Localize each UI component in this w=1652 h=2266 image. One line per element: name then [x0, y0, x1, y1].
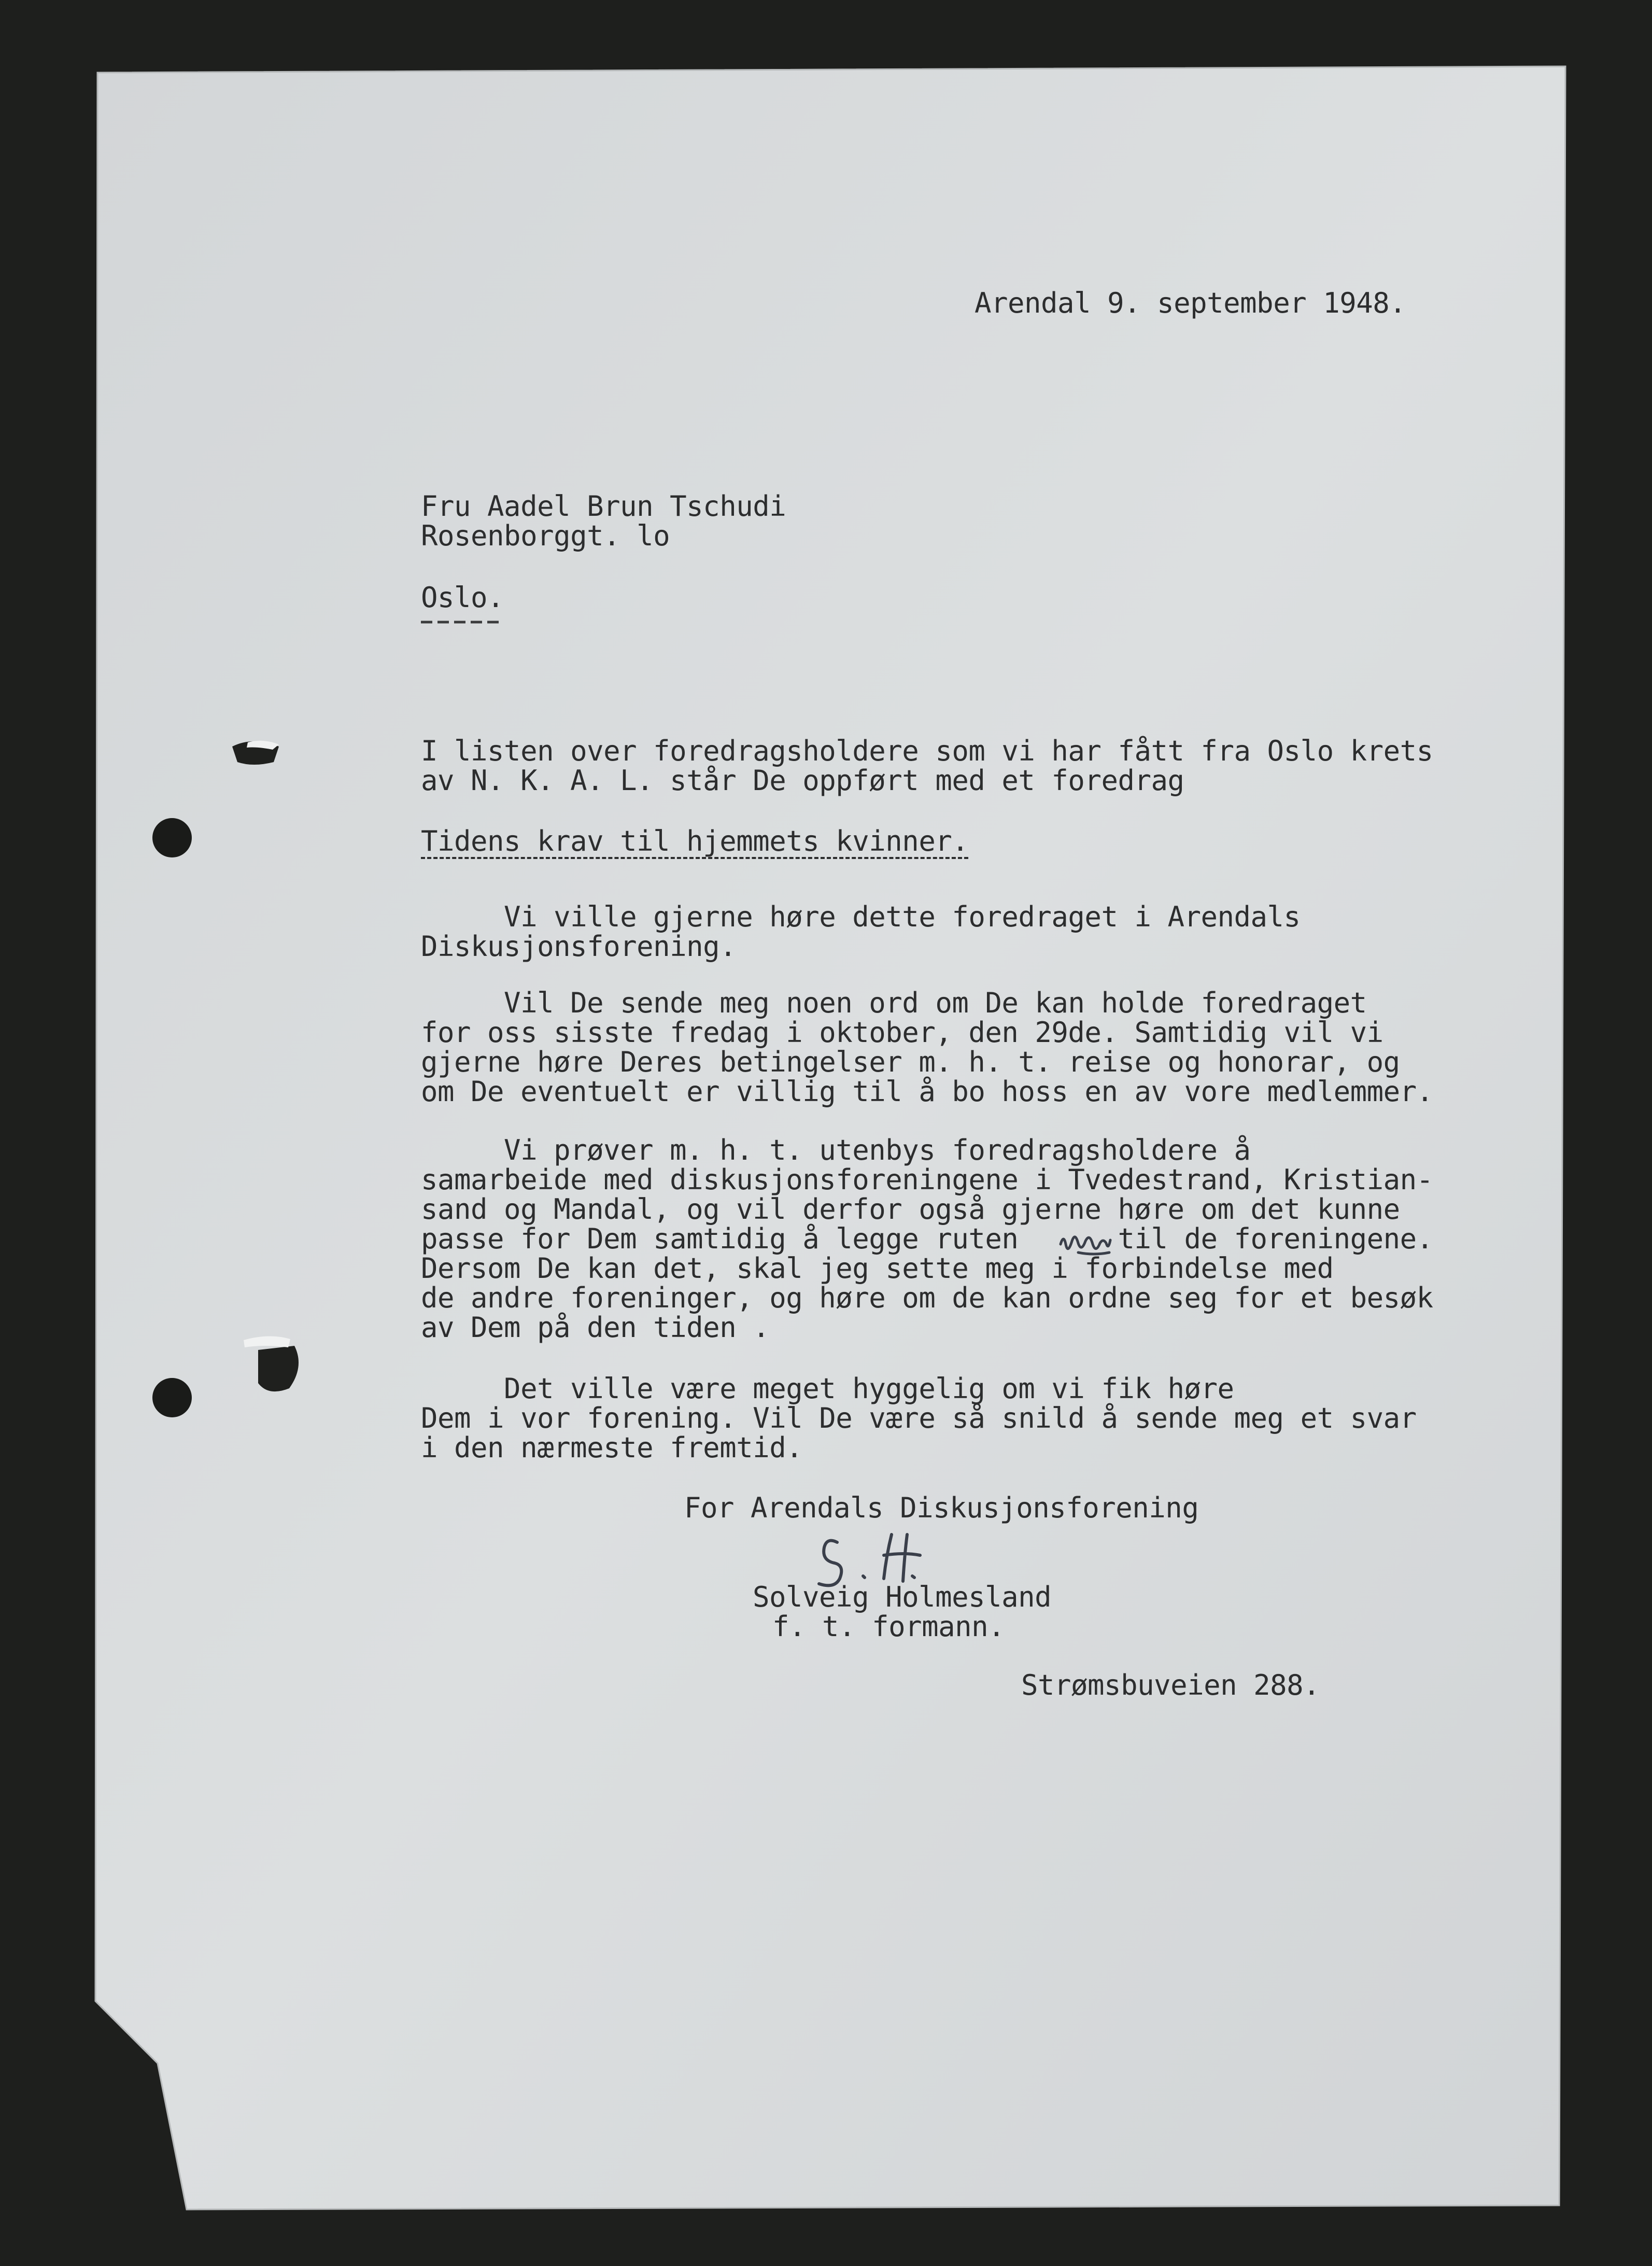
- paragraph3-line-1: Vi prøver m. h. t. utenbys foredragsholdere å: [421, 1134, 1251, 1166]
- punch-hole-upper: [152, 818, 192, 857]
- intro-line-2: av N. K. A. L. står De oppført med et foredrag: [421, 764, 1184, 797]
- paragraph2-line-3: gjerne høre Deres betingelser m. h. t. reise og honorar, og: [421, 1046, 1400, 1078]
- closing-line: For Arendals Diskusjonsforening: [684, 1491, 1199, 1524]
- paragraph3-line-3: sand og Mandal, og vil derfor også gjerne høre om det kunne: [421, 1193, 1400, 1226]
- intro-line-1: I listen over foredragsholdere som vi har fått fra Oslo krets: [421, 735, 1433, 767]
- paragraph3-line-5: Dersom De kan det, skal jeg sette meg i forbindelse med: [421, 1252, 1334, 1285]
- paragraph2-line-4: om De eventuelt er villig til å bo hoss en av vore medlemmer.: [421, 1075, 1433, 1108]
- paragraph3-line-2: samarbeide med diskusjonsforeningene i Tvedestrand, Kristian-: [421, 1163, 1433, 1196]
- paragraph4-line-1: Det ville være meget hyggelig om vi fik høre: [421, 1372, 1234, 1405]
- paragraph1-line-1: Vi ville gjerne høre dette foredraget i Arendals: [421, 900, 1301, 933]
- sender-address: Strømsbuveien 288.: [1021, 1669, 1320, 1701]
- paragraph4-line-2: Dem i vor forening. Vil De være så snild å sende meg et svar: [421, 1402, 1417, 1434]
- punch-hole-lower: [152, 1378, 192, 1417]
- paragraph4-line-3: i den nærmeste fremtid.: [421, 1431, 803, 1464]
- paragraph3-line-7: av Dem på den tiden .: [421, 1311, 770, 1344]
- paragraph3-line-6: de andre foreninger, og høre om de kan ordne seg for et besøk: [421, 1282, 1433, 1314]
- letter-date: Arendal 9. september 1948.: [975, 287, 1406, 319]
- paragraph2-line-1: Vil De sende meg noen ord om De kan holde foredraget: [421, 987, 1367, 1019]
- paragraph1-line-2: Diskusjonsforening.: [421, 930, 737, 963]
- paragraph2-line-2: for oss sisste fredag i oktober, den 29de. Samtidig vil vi: [421, 1016, 1383, 1049]
- lecture-title: Tidens krav til hjemmets kvinner.: [421, 825, 969, 857]
- recipient-city: Oslo.: [421, 581, 504, 614]
- paragraph3-line-4: passe for Dem samtidig å legge ruten til de foreningene.: [421, 1222, 1433, 1255]
- recipient-street: Rosenborggt. lo: [421, 519, 670, 552]
- recipient-name: Fru Aadel Brun Tschudi: [421, 490, 786, 523]
- signer-name: Solveig Holmesland: [753, 1581, 1052, 1613]
- signer-title: f. t. formann.: [772, 1610, 1005, 1643]
